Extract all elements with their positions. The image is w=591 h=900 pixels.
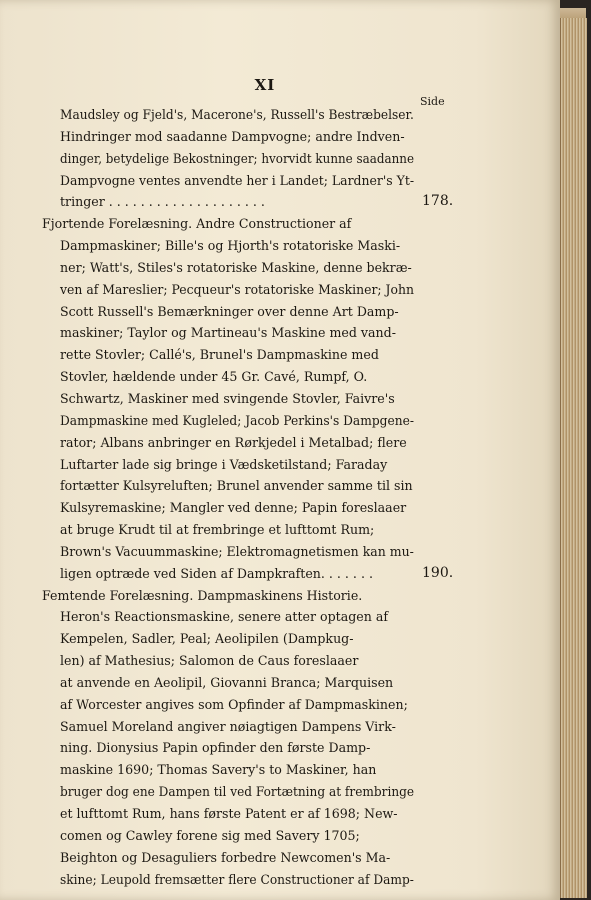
line-text: Scott Russell's Bemærkninger over denne Art Damp-	[60, 303, 399, 319]
line-text: Maudsley og Fjeld's, Macerone's, Russell's Bestræbelser.	[60, 107, 414, 122]
line-text: Hindringer mod saadanne Dampvogne; andre Indven-	[60, 128, 405, 144]
line-text: Samuel Moreland angiver nøiagtigen Dampens Virk-	[60, 718, 396, 734]
text-line	[42, 191, 454, 213]
text-line	[42, 672, 422, 694]
text-line	[42, 235, 422, 257]
line-text: Schwartz, Maskiner med svingende Stovler, Faivre's	[60, 390, 395, 406]
text-line	[42, 104, 422, 126]
line-text: Luftarter lade sig bringe i Vædsketilstand; Faraday	[60, 456, 388, 472]
line-text: tringer . . . . . . . . . . . . . . . . . . . .	[60, 194, 265, 210]
text-line	[42, 388, 422, 410]
page-reference: 178.	[422, 193, 454, 210]
text-line	[42, 148, 422, 170]
line-text: Femtende Forelæsning. Dampmaskinens Historie.	[42, 587, 363, 603]
line-text: Fjortende Forelæsning. Andre Constructioner af	[42, 216, 352, 232]
text-line	[42, 847, 422, 869]
text-line	[42, 301, 422, 323]
table-of-contents-text	[42, 104, 454, 890]
line-text: rator; Albans anbringer en Rørkjedel i Metalbad; flere	[60, 434, 407, 450]
line-text: Kulsyremaskine; Mangler ved denne; Papin foreslaaer	[60, 500, 407, 516]
text-line	[42, 410, 422, 432]
line-text: Dampvogne ventes anvendte her i Landet; Lardner's Yt-	[60, 172, 415, 188]
line-text: maskiner; Taylor og Martineau's Maskine med vand-	[60, 325, 396, 341]
text-line	[42, 694, 422, 716]
text-line	[42, 170, 422, 192]
text-line	[42, 716, 422, 738]
text-line	[42, 825, 422, 847]
line-text: ven af Mareslier; Pecqueur's rotatoriske Maskiner; John	[60, 281, 415, 297]
side-column-label: Side	[420, 95, 445, 108]
text-line	[42, 366, 422, 388]
line-text: comen og Cawley forene sig med Savery 1705;	[60, 827, 360, 843]
line-text: at bruge Krudt til at frembringe et lufttomt Rum;	[60, 522, 375, 538]
text-line	[42, 606, 422, 628]
text-line	[42, 213, 422, 235]
line-text: Dampmaskine med Kugleled; Jacob Perkins's Dampgene-	[60, 412, 414, 428]
line-text: ner; Watt's, Stiles's rotatoriske Maskine, denne bekræ-	[60, 259, 412, 275]
text-line	[42, 344, 422, 366]
line-text: Brown's Vacuummaskine; Elektromagnetismen kan mu-	[60, 543, 414, 559]
text-line	[42, 563, 454, 585]
line-text: len) af Mathesius; Salomon de Caus foreslaaer	[60, 653, 359, 669]
text-line	[42, 126, 422, 148]
text-line	[42, 759, 422, 781]
text-line	[42, 541, 422, 563]
line-text: maskine 1690; Thomas Savery's to Maskiner, han	[60, 762, 377, 778]
line-text: Kempelen, Sadler, Peal; Aeolipilen (Dampkug-	[60, 631, 354, 647]
line-text: at anvende en Aeolipil, Giovanni Branca; Marquisen	[60, 674, 394, 690]
text-line	[42, 869, 422, 891]
text-line	[42, 737, 422, 759]
line-text: et lufttomt Rum, hans første Patent er af 1698; New-	[60, 806, 398, 821]
text-line	[42, 454, 422, 476]
line-text: ning. Dionysius Papin opfinder den første Damp-	[60, 740, 371, 756]
line-text: Stovler, hældende under 45 Gr. Cavé, Rumpf, O.	[60, 369, 368, 385]
line-text: skine; Leupold fremsætter flere Constructioner af Damp-	[60, 871, 414, 887]
line-text: bruger dog ene Dampen til ved Fortætning at frembringe	[60, 784, 415, 800]
text-line	[42, 322, 422, 344]
text-line	[42, 432, 422, 454]
text-line	[42, 803, 422, 825]
line-text: Beighton og Desaguliers forbedre Newcomen's Ma-	[60, 849, 391, 865]
text-line	[42, 519, 422, 541]
text-line	[42, 628, 422, 650]
line-text: af Worcester angives som Opfinder af Dampmaskinen;	[60, 696, 408, 712]
text-line	[42, 650, 422, 672]
text-line	[42, 585, 422, 607]
page-reference: 190.	[422, 564, 454, 581]
page-folio: XI	[254, 76, 276, 94]
text-line	[42, 475, 422, 497]
line-text: fortætter Kulsyreluften; Brunel anvender samme til sin	[60, 478, 413, 494]
line-text: rette Stovler; Callé's, Brunel's Dampmaskine med	[60, 347, 379, 363]
text-line	[42, 257, 422, 279]
line-text: ligen optræde ved Siden af Dampkraften. . . . . . .	[60, 565, 373, 581]
page-edges	[560, 18, 587, 898]
text-line	[42, 497, 422, 519]
text-line	[42, 781, 422, 803]
text-line	[42, 279, 422, 301]
line-text: Dampmaskiner; Bille's og Hjorth's rotatoriske Maski-	[60, 238, 401, 254]
line-text: Heron's Reactionsmaskine, senere atter optagen af	[60, 609, 389, 625]
line-text: dinger, betydelige Bekostninger; hvorvidt kunne saadanne	[60, 150, 415, 166]
